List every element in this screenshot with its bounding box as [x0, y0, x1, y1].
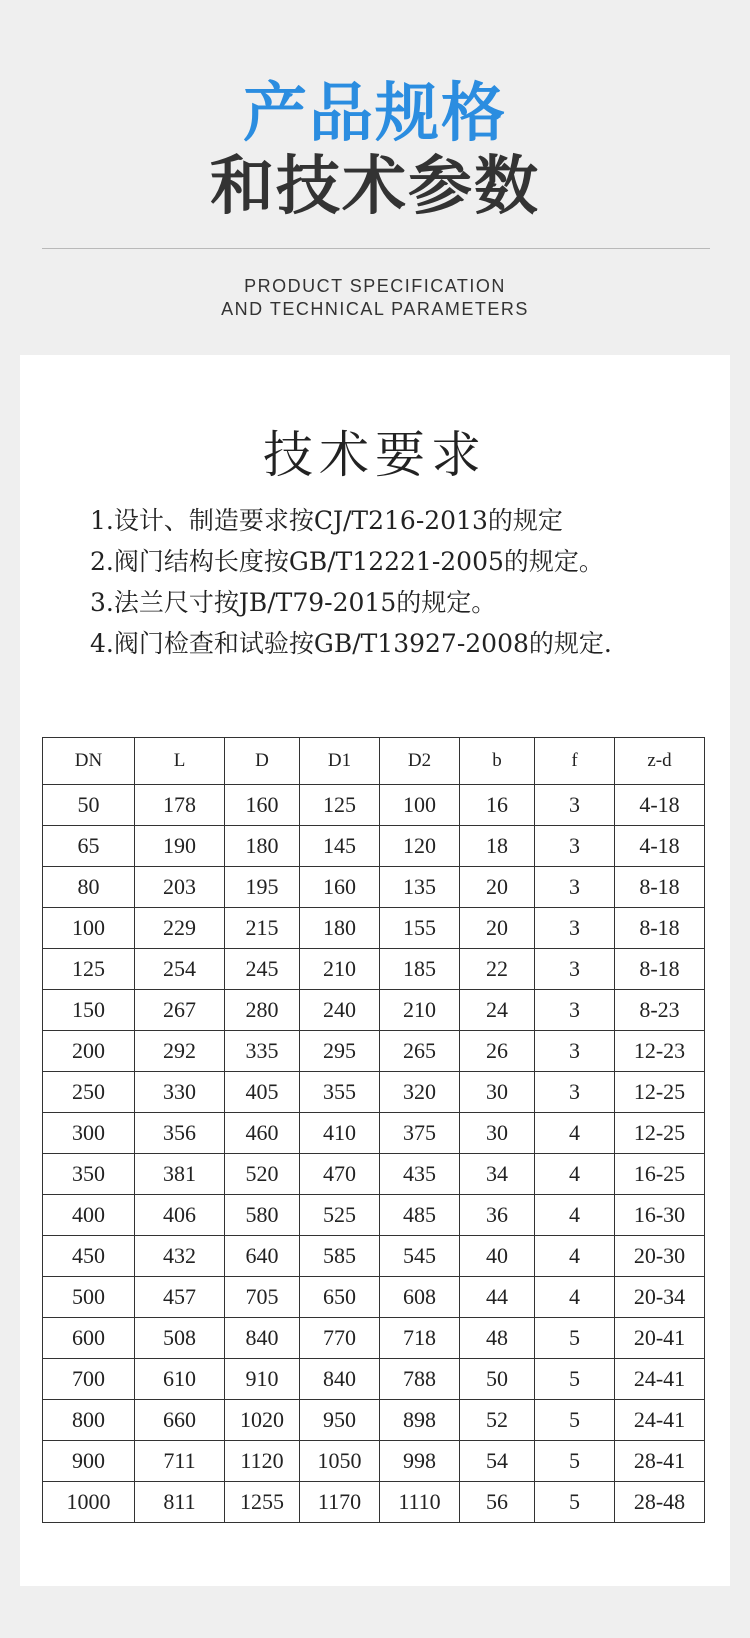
- column-header: z-d: [615, 738, 705, 785]
- table-cell: 1050: [300, 1441, 380, 1482]
- table-cell: 1255: [225, 1482, 300, 1523]
- table-cell: 16: [460, 785, 535, 826]
- table-cell: 520: [225, 1154, 300, 1195]
- table-row: [43, 1277, 705, 1318]
- requirements-list: [90, 500, 612, 664]
- table-cell: 267: [135, 990, 225, 1031]
- title-line-1: 产品规格: [243, 77, 507, 151]
- table-cell: 50: [43, 785, 135, 826]
- table-cell: 100: [43, 908, 135, 949]
- table-cell: 210: [300, 949, 380, 990]
- table-cell: 450: [43, 1236, 135, 1277]
- table-cell: 56: [460, 1482, 535, 1523]
- table-cell: 8-23: [615, 990, 705, 1031]
- table-cell: 3: [535, 990, 615, 1031]
- table-cell: 3: [535, 949, 615, 990]
- table-cell: 34: [460, 1154, 535, 1195]
- table-cell: 432: [135, 1236, 225, 1277]
- table-cell: 460: [225, 1113, 300, 1154]
- table-cell: 229: [135, 908, 225, 949]
- table-cell: 120: [380, 826, 460, 867]
- table-cell: 700: [43, 1359, 135, 1400]
- table-cell: 525: [300, 1195, 380, 1236]
- table-cell: 711: [135, 1441, 225, 1482]
- table-row: [43, 908, 705, 949]
- english-subtitle-line-2: AND TECHNICAL PARAMETERS: [221, 299, 529, 319]
- table-cell: 485: [380, 1195, 460, 1236]
- table-cell: 20-30: [615, 1236, 705, 1277]
- column-header: DN: [43, 738, 135, 785]
- table-cell: 898: [380, 1400, 460, 1441]
- table-cell: 12-23: [615, 1031, 705, 1072]
- header-divider: [42, 248, 710, 249]
- table-cell: 788: [380, 1359, 460, 1400]
- table-cell: 718: [380, 1318, 460, 1359]
- table-cell: 178: [135, 785, 225, 826]
- table-cell: 185: [380, 949, 460, 990]
- table-cell: 350: [43, 1154, 135, 1195]
- column-header: D1: [300, 738, 380, 785]
- table-cell: 20: [460, 908, 535, 949]
- table-cell: 650: [300, 1277, 380, 1318]
- table-cell: 26: [460, 1031, 535, 1072]
- table-cell: 508: [135, 1318, 225, 1359]
- table-row: [43, 1359, 705, 1400]
- table-cell: 22: [460, 949, 535, 990]
- column-header: D2: [380, 738, 460, 785]
- table-cell: 245: [225, 949, 300, 990]
- table-row: [43, 1400, 705, 1441]
- table-cell: 405: [225, 1072, 300, 1113]
- table-cell: 8-18: [615, 908, 705, 949]
- column-header: b: [460, 738, 535, 785]
- table-cell: 203: [135, 867, 225, 908]
- table-row: [43, 1441, 705, 1482]
- table-cell: 28-41: [615, 1441, 705, 1482]
- table-cell: 210: [380, 990, 460, 1031]
- table-row: [43, 949, 705, 990]
- table-cell: 190: [135, 826, 225, 867]
- table-cell: 16-25: [615, 1154, 705, 1195]
- table-cell: 44: [460, 1277, 535, 1318]
- table-cell: 28-48: [615, 1482, 705, 1523]
- table-cell: 400: [43, 1195, 135, 1236]
- table-cell: 20-41: [615, 1318, 705, 1359]
- table-cell: 910: [225, 1359, 300, 1400]
- table-cell: 160: [300, 867, 380, 908]
- table-cell: 320: [380, 1072, 460, 1113]
- requirement-item: 1.设计、制造要求按CJ/T216-2013的规定: [90, 506, 563, 535]
- table-cell: 100: [380, 785, 460, 826]
- table-cell: 135: [380, 867, 460, 908]
- table-cell: 580: [225, 1195, 300, 1236]
- table-cell: 4: [535, 1277, 615, 1318]
- table-cell: 5: [535, 1359, 615, 1400]
- table-cell: 36: [460, 1195, 535, 1236]
- table-cell: 54: [460, 1441, 535, 1482]
- table-cell: 24-41: [615, 1359, 705, 1400]
- table-header-row: [43, 738, 705, 785]
- table-cell: 1170: [300, 1482, 380, 1523]
- table-cell: 48: [460, 1318, 535, 1359]
- table-cell: 240: [300, 990, 380, 1031]
- table-cell: 295: [300, 1031, 380, 1072]
- table-cell: 12-25: [615, 1113, 705, 1154]
- table-cell: 8-18: [615, 867, 705, 908]
- title-line-2: 和技术参数: [210, 150, 540, 224]
- table-cell: 5: [535, 1482, 615, 1523]
- table-row: [43, 785, 705, 826]
- table-cell: 3: [535, 1031, 615, 1072]
- table-cell: 30: [460, 1113, 535, 1154]
- column-header: D: [225, 738, 300, 785]
- table-cell: 840: [300, 1359, 380, 1400]
- requirement-item: 4.阀门检查和试验按GB/T13927-2008的规定.: [90, 629, 612, 658]
- specification-table: [42, 737, 705, 1523]
- table-cell: 195: [225, 867, 300, 908]
- table-cell: 300: [43, 1113, 135, 1154]
- table-cell: 800: [43, 1400, 135, 1441]
- table-cell: 180: [300, 908, 380, 949]
- table-row: [43, 1072, 705, 1113]
- table-cell: 155: [380, 908, 460, 949]
- table-cell: 24-41: [615, 1400, 705, 1441]
- table-cell: 375: [380, 1113, 460, 1154]
- table-cell: 840: [225, 1318, 300, 1359]
- table-row: [43, 1236, 705, 1277]
- table-cell: 1020: [225, 1400, 300, 1441]
- table-row: [43, 1195, 705, 1236]
- table-cell: 250: [43, 1072, 135, 1113]
- table-row: [43, 1154, 705, 1195]
- table-body: [43, 785, 705, 1523]
- table-cell: 1000: [43, 1482, 135, 1523]
- table-cell: 950: [300, 1400, 380, 1441]
- column-header: f: [535, 738, 615, 785]
- table-row: [43, 1318, 705, 1359]
- table-cell: 4-18: [615, 785, 705, 826]
- column-header: L: [135, 738, 225, 785]
- table-cell: 330: [135, 1072, 225, 1113]
- table-cell: 4: [535, 1113, 615, 1154]
- table-cell: 20: [460, 867, 535, 908]
- table-cell: 610: [135, 1359, 225, 1400]
- table-cell: 30: [460, 1072, 535, 1113]
- table-cell: 545: [380, 1236, 460, 1277]
- table-cell: 640: [225, 1236, 300, 1277]
- table-cell: 292: [135, 1031, 225, 1072]
- table-cell: 65: [43, 826, 135, 867]
- table-cell: 40: [460, 1236, 535, 1277]
- table-cell: 180: [225, 826, 300, 867]
- table-row: [43, 826, 705, 867]
- table-cell: 457: [135, 1277, 225, 1318]
- table-cell: 150: [43, 990, 135, 1031]
- table-cell: 145: [300, 826, 380, 867]
- table-cell: 125: [300, 785, 380, 826]
- table-row: [43, 1482, 705, 1523]
- table-cell: 20-34: [615, 1277, 705, 1318]
- table-cell: 3: [535, 785, 615, 826]
- table-cell: 435: [380, 1154, 460, 1195]
- requirement-item: 3.法兰尺寸按JB/T79-2015的规定。: [90, 588, 497, 617]
- requirements-heading: 技术要求: [263, 426, 487, 484]
- table-cell: 265: [380, 1031, 460, 1072]
- table-cell: 470: [300, 1154, 380, 1195]
- table-cell: 381: [135, 1154, 225, 1195]
- table-cell: 24: [460, 990, 535, 1031]
- table-cell: 18: [460, 826, 535, 867]
- requirement-item: 2.阀门结构长度按GB/T12221-2005的规定。: [90, 547, 604, 576]
- table-cell: 4: [535, 1236, 615, 1277]
- table-cell: 12-25: [615, 1072, 705, 1113]
- table-cell: 3: [535, 1072, 615, 1113]
- table-row: [43, 1113, 705, 1154]
- table-row: [43, 1031, 705, 1072]
- table-cell: 500: [43, 1277, 135, 1318]
- table-cell: 1120: [225, 1441, 300, 1482]
- table-cell: 356: [135, 1113, 225, 1154]
- table-cell: 998: [380, 1441, 460, 1482]
- table-cell: 200: [43, 1031, 135, 1072]
- table-cell: 600: [43, 1318, 135, 1359]
- table-cell: 125: [43, 949, 135, 990]
- table-cell: 5: [535, 1318, 615, 1359]
- table-cell: 660: [135, 1400, 225, 1441]
- table-cell: 585: [300, 1236, 380, 1277]
- table-cell: 811: [135, 1482, 225, 1523]
- table-cell: 410: [300, 1113, 380, 1154]
- table-cell: 52: [460, 1400, 535, 1441]
- table-cell: 50: [460, 1359, 535, 1400]
- table-cell: 705: [225, 1277, 300, 1318]
- table-cell: 770: [300, 1318, 380, 1359]
- table-cell: 80: [43, 867, 135, 908]
- table-cell: 4-18: [615, 826, 705, 867]
- table-cell: 3: [535, 908, 615, 949]
- table-cell: 254: [135, 949, 225, 990]
- table-row: [43, 867, 705, 908]
- table-cell: 1110: [380, 1482, 460, 1523]
- table-cell: 3: [535, 867, 615, 908]
- table-cell: 900: [43, 1441, 135, 1482]
- table-cell: 160: [225, 785, 300, 826]
- table-cell: 608: [380, 1277, 460, 1318]
- table-cell: 8-18: [615, 949, 705, 990]
- table-cell: 355: [300, 1072, 380, 1113]
- table-cell: 5: [535, 1441, 615, 1482]
- table-cell: 406: [135, 1195, 225, 1236]
- table-cell: 5: [535, 1400, 615, 1441]
- table-row: [43, 990, 705, 1031]
- table-cell: 4: [535, 1154, 615, 1195]
- table-cell: 3: [535, 826, 615, 867]
- table-cell: 335: [225, 1031, 300, 1072]
- english-subtitle-line-1: PRODUCT SPECIFICATION: [244, 276, 506, 296]
- table-cell: 280: [225, 990, 300, 1031]
- table-cell: 16-30: [615, 1195, 705, 1236]
- table-cell: 215: [225, 908, 300, 949]
- table-cell: 4: [535, 1195, 615, 1236]
